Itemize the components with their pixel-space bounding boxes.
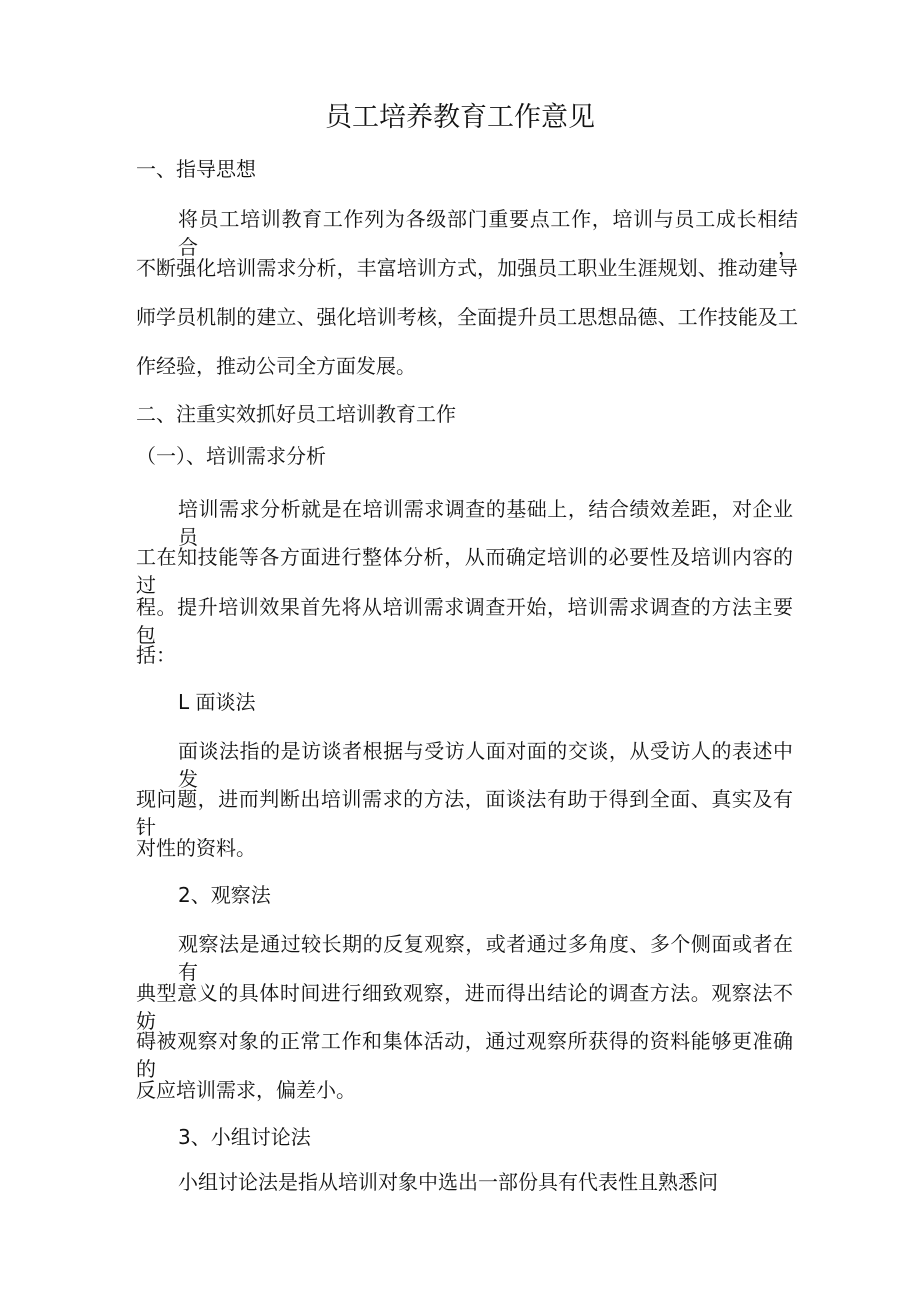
paragraph-line: 括：: [136, 643, 176, 667]
paragraph-line: 工在知技能等各方面进行整体分析，从而确定培训的必要性及培训内容的过: [136, 545, 793, 597]
paragraph-line: 作经验，推动公司全方面发展。: [136, 354, 416, 378]
paragraph-line: 不断强化培训需求分析，丰富培训方式，加强员工职业生涯规划、推动建导: [136, 256, 798, 280]
method-heading-group-discussion: 3、小组讨论法: [178, 1125, 311, 1149]
method-heading-interview: L 面谈法: [178, 690, 256, 714]
paragraph-line: 现问题，进而判断出培训需求的方法，面谈法有助于得到全面、真实及有针: [136, 787, 793, 839]
paragraph-line: 培训需求分析就是在培训需求调查的基础上，结合绩效差距，对企业员: [178, 497, 793, 549]
paragraph-line: 将员工培训教育工作列为各级部门重要点工作，培训与员工成长相结合，: [178, 207, 798, 259]
method-heading-observation: 2、观察法: [178, 883, 271, 907]
paragraph-line: 小组讨论法是指从培训对象中选出一部份具有代表性且熟悉问: [178, 1170, 718, 1194]
paragraph-line: 程。提升培训效果首先将从培训需求调查开始，培训需求调查的方法主要包: [136, 595, 793, 647]
paragraph-line: 观察法是通过较长期的反复观察，或者通过多角度、多个侧面或者在有: [178, 932, 793, 984]
paragraph-line: 典型意义的具体时间进行细致观察，进而得出结论的调查方法。观察法不妨: [136, 981, 793, 1033]
paragraph-line: 对性的资料。: [136, 836, 256, 860]
paragraph-line: 面谈法指的是访谈者根据与受访人面对面的交谈，从受访人的表述中发: [178, 739, 793, 791]
section-heading-training-work: 二、注重实效抓好员工培训教育工作: [136, 402, 456, 426]
document-title: 员工培养教育工作意见: [325, 102, 595, 133]
paragraph-line: 碍被观察对象的正常工作和集体活动，通过观察所获得的资料能够更准确的: [136, 1029, 793, 1081]
subsection-heading-needs-analysis: （一）、培训需求分析: [136, 444, 326, 468]
paragraph-line: 反应培训需求，偏差小。: [136, 1078, 356, 1102]
paragraph-line: 师学员机制的建立、强化培训考核，全面提升员工思想品德、工作技能及工: [136, 305, 798, 329]
section-heading-guiding-ideology: 一、指导思想: [136, 157, 256, 181]
